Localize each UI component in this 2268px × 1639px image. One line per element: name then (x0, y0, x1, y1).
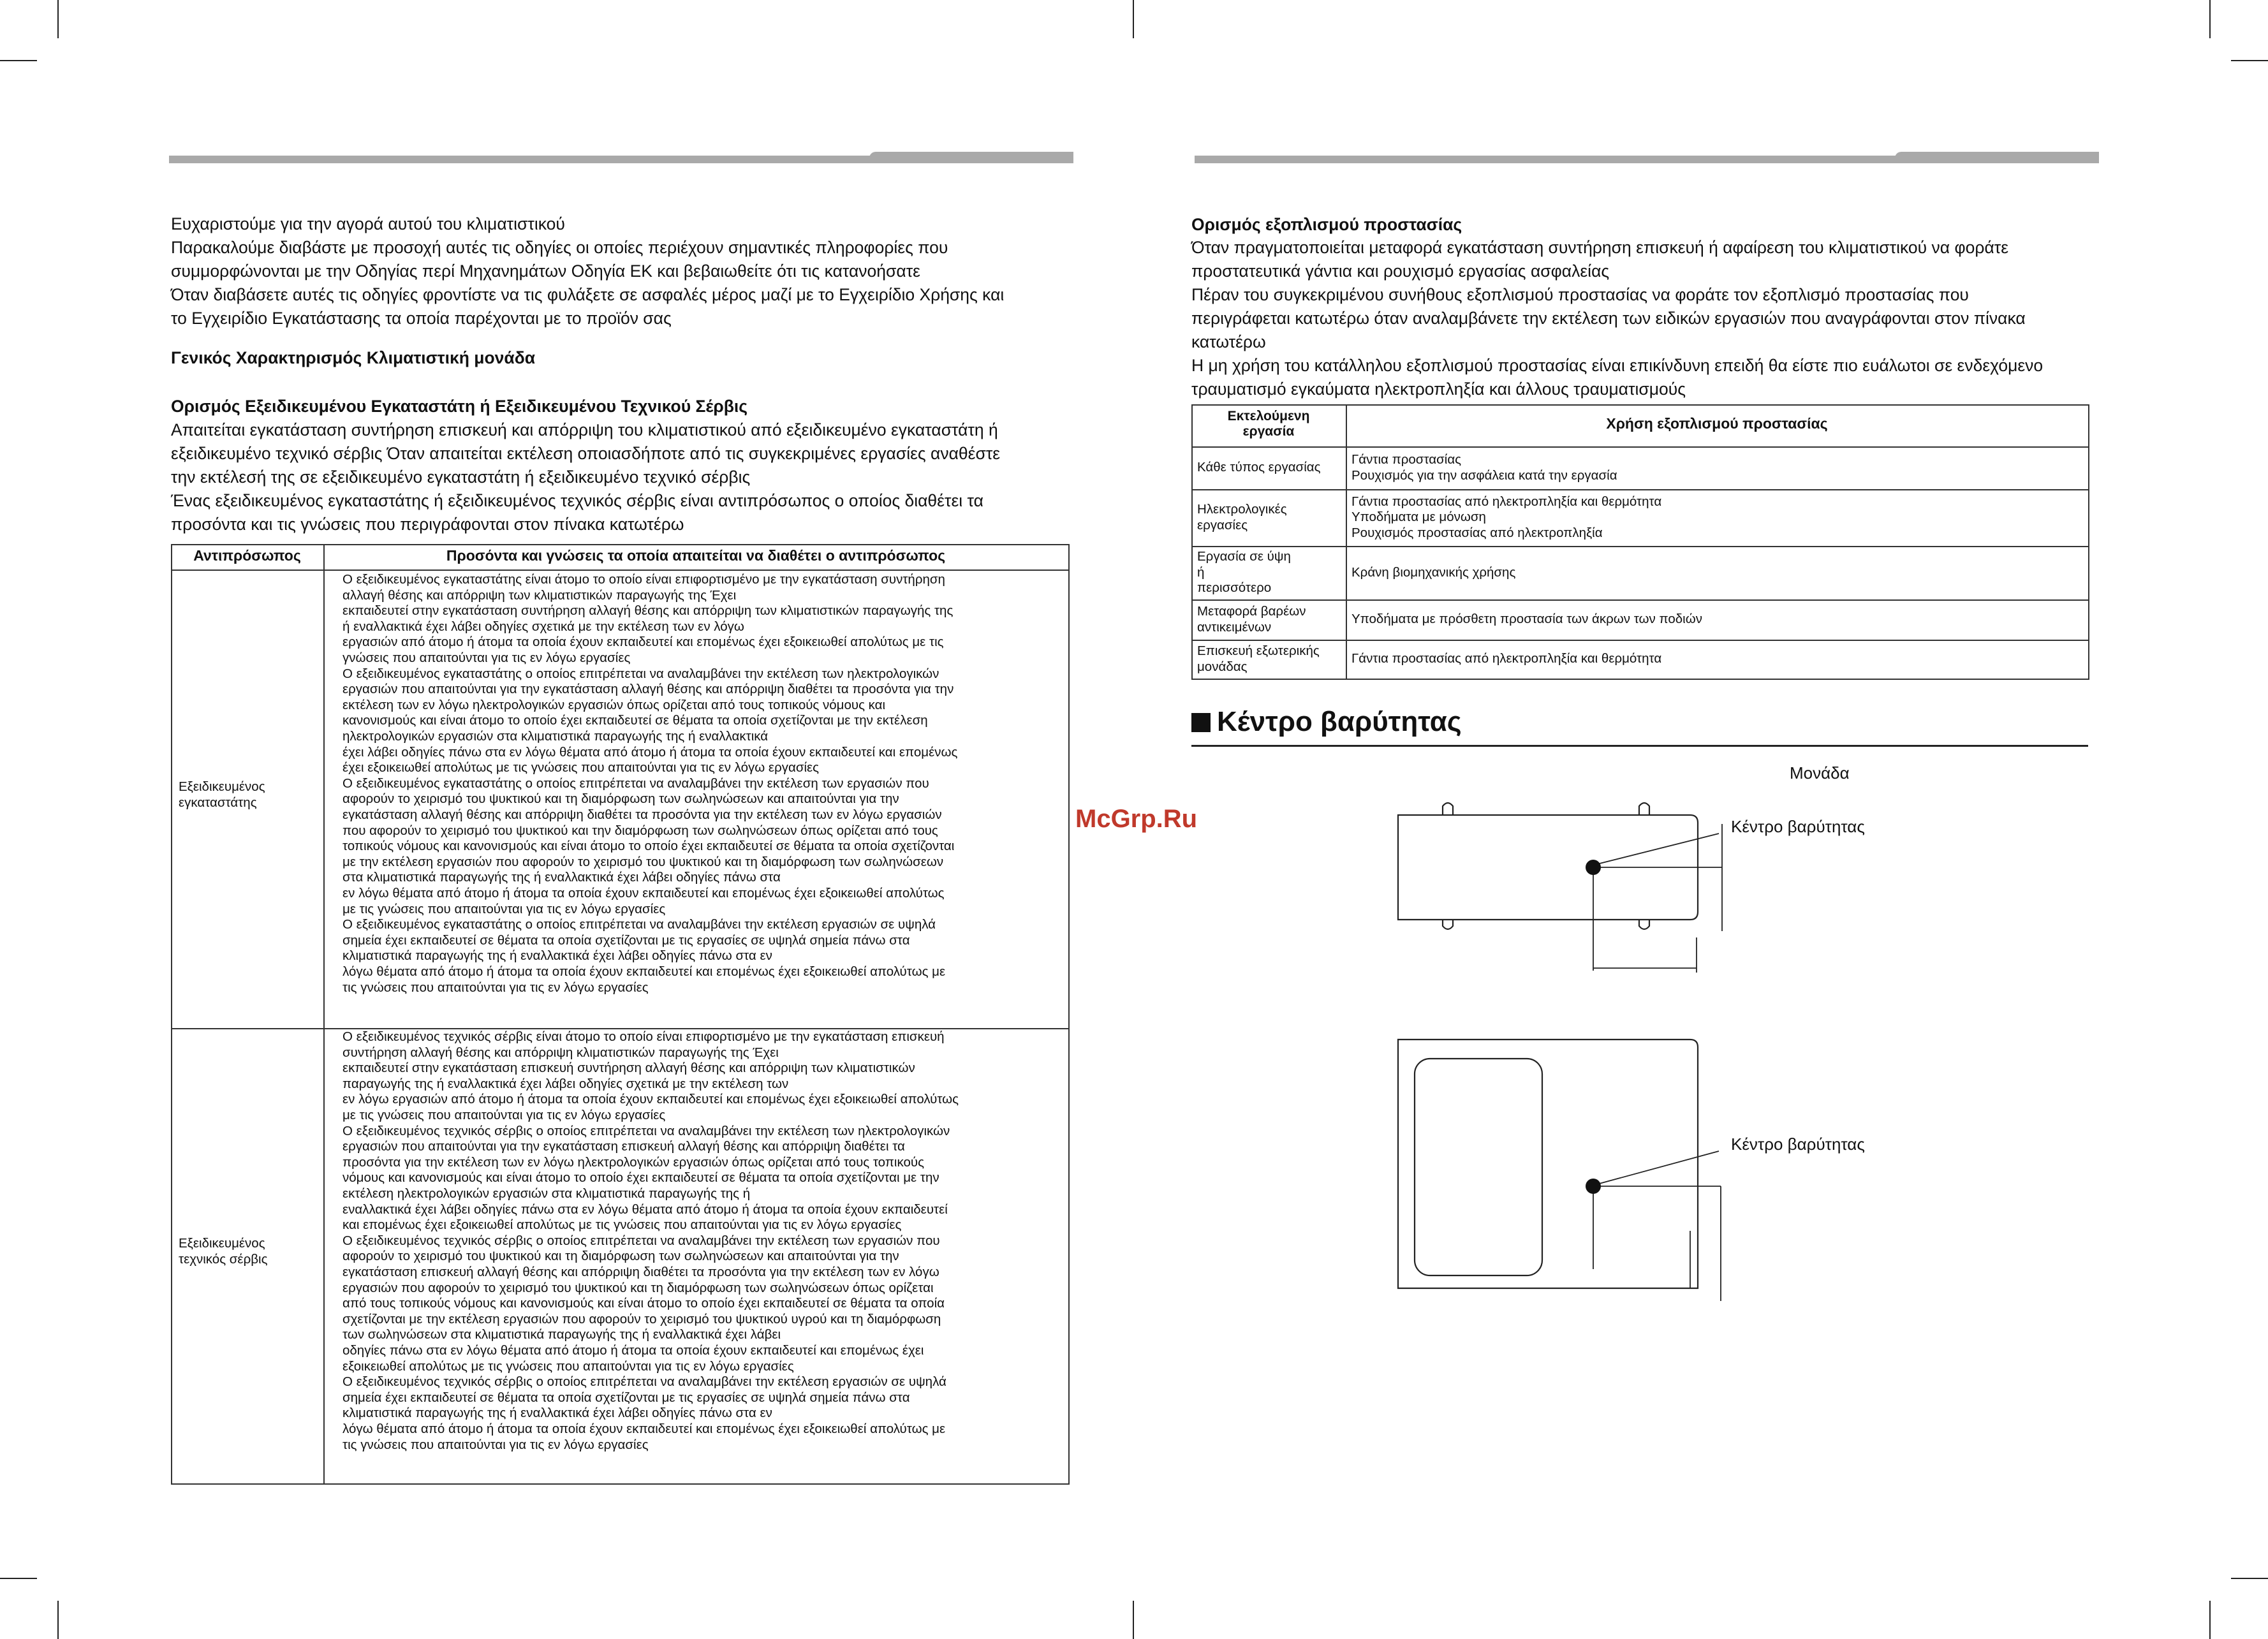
table-cell-line: εργασιών που αφορούν το χειρισμό του ψυκτικού και τη διαμόρφωση των σωληνώσεων όπως ορίζεται (342, 1280, 934, 1295)
table-cell-line: με τις γνώσεις που απαιτούνται για τις εν λόγω εργασίες (342, 1108, 666, 1122)
table-cell-line: κανονισμούς και είναι άτομο το οποίο έχει εκπαιδευτεί σε θέματα τα οποία σχετίζονται με την εκτέλεση (342, 713, 928, 728)
table-cell-line: Κράνη βιομηχανικής χρήσης (1351, 564, 1516, 580)
intro-line: το Εγχειρίδιο Εγκατάστασης τα οποία παρέχονται με το προϊόν σας (171, 309, 672, 328)
table-border (171, 544, 172, 1485)
intro-line: συμμορφώνονται με την Οδηγίας περί Μηχανημάτων Οδηγία ΕΚ και βεβαιωθείτε ότι τις κατανοήσατε (171, 261, 920, 281)
unit-label: Μονάδα (1790, 763, 1850, 783)
intro-line: Παρακαλούμε διαβάστε με προσοχή αυτές τις οδηγίες οι οποίες περιέχουν σημαντικές πληροφορίες που (171, 238, 948, 257)
leader-line (1594, 1151, 1719, 1185)
table-cell-line: σχετίζονται με την εκτέλεση εργασιών που αφορούν το χειρισμό του ψυκτικού υγρού και τη διαμόρφωση (342, 1311, 941, 1327)
crop-mark (2209, 0, 2211, 38)
crop-mark (0, 60, 37, 61)
table-cell-line: Ο εξειδικευμένος εγκαταστάτης είναι άτομο το οποίο είναι επιφορτισμένο με την εγκατάσταση συντήρηση (342, 572, 945, 587)
protection-heading: Ορισμός εξοπλισμού προστασίας (1191, 215, 1462, 234)
gravity-heading: Κέντρο βαρύτητας (1217, 706, 1462, 737)
table-cell-line: εγκατάσταση επισκευή αλλαγή θέσης και απόρριψη διαθέτει τα προσόντα για την εκτέλεση των εν λόγω (342, 1265, 939, 1279)
table-cell-line: έχει εξοικειωθεί απολύτως με τις γνώσεις που απαιτούνται για τις εν λόγω εργασίες (342, 760, 820, 775)
table-cell-line: εργασιών που απαιτούνται για την εγκατάσταση επισκευή αλλαγή θέσης και απόρριψη διαθέτει τα (342, 1139, 905, 1154)
table-cell-line: με τις γνώσεις που απαιτούνται για τις εν λόγω εργασίες (342, 901, 666, 916)
table-border (1191, 640, 2088, 641)
gravity-diagram (1371, 784, 1754, 1327)
table-border (1191, 546, 2088, 547)
table-cell-line: αφορούν το χειρισμό του ψυκτικού και τη διαμόρφωση των σωληνώσεων και απαιτούνται για την (342, 1249, 899, 1264)
table-cell-line: οδηγίες πάνω στα εν λόγω θέματα από άτομο ή άτομα τα οποία έχουν εκπαιδευτεί και επομένως έχει (342, 1343, 924, 1358)
crop-mark (2209, 1601, 2211, 1639)
unit-front-grille (1415, 1059, 1542, 1275)
table-header: Χρήση εξοπλισμού προστασίας (1606, 415, 1828, 432)
table-cell-line: έχει λάβει οδηγίες πάνω στα εν λόγω θέματα από άτομο ή άτομα τα οποία έχουν εκπαιδευτεί και επομένως (342, 744, 958, 760)
table-cell-line: εκτέλεση ηλεκτρολογικών εργασιών στα κλιματιστικά παραγωγής της ή (342, 1186, 751, 1201)
protection-line: Η μη χρήση του κατάλληλου εξοπλισμού προστασίας είναι επικίνδυνη επειδή θα είστε πιο ευάλωτοι σε ενδεχόμενο (1191, 356, 2043, 375)
table-cell-line: εκτέλεση των εν λόγω ηλεκτρολογικών εργασιών όπως ορίζεται από τους τοπικούς νόμους και (342, 697, 886, 712)
table-cell-line: αλλαγή θέσης και απόρριψη των κλιματιστικών παραγωγής της Έχει (342, 587, 737, 603)
table-border (2088, 404, 2089, 680)
unit-front-outline (1398, 1040, 1698, 1288)
unit-top-tab (1639, 920, 1649, 929)
table-border (1191, 679, 2088, 680)
crop-mark (1133, 0, 1134, 38)
table-cell-line: γνώσεις που απαιτούνται για τις εν λόγω εργασίες (342, 650, 631, 665)
table-border (1068, 544, 1070, 1485)
table-cell-line: εκπαιδευτεί στην εγκατάσταση επισκευή συντήρηση αλλαγή θέσης και απόρριψη των κλιματιστικών (342, 1061, 915, 1076)
table-cell-line: Ρουχισμός για την ασφάλεια κατά την εργασία (1351, 467, 1617, 483)
table-cell-line: αφορούν το χειρισμό του ψυκτικού και τη διαμόρφωση των σωληνώσεων και απαιτούνται για την (342, 791, 899, 807)
crop-mark (2231, 1578, 2268, 1579)
table-cell-line: σημεία έχει εκπαιδευτεί σε θέματα τα οποία σχετίζονται με τις εργασίες σε υψηλά σημεία πάνω στα (342, 932, 910, 948)
definition-line: προσόντα και τις γνώσεις που περιγράφονται στον πίνακα κατωτέρω (171, 515, 684, 534)
cog-label-top: Κέντρο βαρύτητας (1731, 817, 1865, 836)
table-border (171, 570, 1068, 571)
table-cell-line: εργασιών που απαιτούνται για την εγκατάσταση αλλαγή θέσης και απόρριψη διαθέτει τα προσόντα για την (342, 682, 954, 697)
table-cell-line: νόμους και κανονισμούς και είναι άτομο το οποίο έχει εκπαιδευτεί σε θέματα τα οποία σχετίζονται με την (342, 1170, 939, 1186)
table-row-label: Μεταφορά βαρέων (1197, 603, 1306, 619)
table-row-label: ή (1197, 564, 1205, 580)
table-cell-line: εγκατάσταση αλλαγή θέσης και απόρριψη διαθέτει τα προσόντα για την εκτέλεση των εν λόγω εργασιών (342, 807, 942, 822)
table-cell-line: Ο εξειδικευμένος τεχνικός σέρβις είναι άτομο το οποίο είναι επιφορτισμένο με την εγκατάσταση επισκευή (342, 1029, 945, 1044)
protection-line: κατωτέρω (1191, 332, 1266, 351)
definition-line: εξειδικευμένο τεχνικό σέρβις Όταν απαιτείται εκτέλεση οποιασδήποτε από τις συγκεκριμένες εργασίες αναθέστε (171, 444, 1001, 463)
definition-line: Ένας εξειδικευμένος εγκαταστάτης ή εξειδικευμένος τεχνικός σέρβις είναι αντιπρόσωπος ο οποίος διαθέτει τα (171, 491, 983, 510)
table-border (1191, 404, 2088, 406)
header-bar-left (169, 156, 1073, 163)
unit-top-tab (1639, 803, 1649, 815)
definition-heading: Ορισμός Εξειδικευμένου Εγκαταστάτη ή Εξειδικευμένου Τεχνικού Σέρβις (171, 397, 748, 416)
table-row-label: Εξειδικευμένος (179, 779, 265, 794)
table-cell-line: Ο εξειδικευμένος εγκαταστάτης ο οποίος επιτρέπεται να αναλαμβάνει την εκτέλεση των ηλεκτρολογικών (342, 666, 939, 681)
protection-line: Πέραν του συγκεκριμένου συνήθους εξοπλισμού προστασίας να φοράτε τον εξοπλισμό προστασίας που (1191, 285, 1969, 304)
cog-dot-bottom (1586, 1179, 1601, 1194)
intro-line: Ευχαριστούμε για την αγορά αυτού του κλιματιστικού (171, 214, 565, 233)
table-border (1191, 599, 2088, 601)
table-row-label: τεχνικός σέρβις (179, 1251, 268, 1267)
table-cell-line: που αφορούν το χειρισμό του ψυκτικού και την διαμόρφωση των σωληνώσεων όπως ορίζεται από τους (342, 823, 938, 838)
unit-top-tab (1443, 920, 1453, 929)
table-border (1346, 404, 1347, 680)
table-cell-line: Γάντια προστασίας (1351, 452, 1462, 467)
table-row-label: εγκαταστάτης (179, 795, 257, 810)
table-row-label: εργασίες (1197, 517, 1248, 533)
table-cell-line: των σωληνώσεων στα κλιματιστικά παραγωγής της ή εναλλακτικά έχει λάβει (342, 1327, 781, 1342)
table-row-label: Ηλεκτρολογικές (1197, 501, 1287, 517)
table-cell-line: εν λόγω θέματα από άτομο ή άτομα τα οποία έχουν εκπαιδευτεί και επομένως έχει εξοικειωθεί απολύτως (342, 886, 945, 900)
table-cell-line: συντήρηση αλλαγή θέσης και απόρριψη κλιματιστικών παραγωγής της Έχει (342, 1045, 779, 1060)
table-border (171, 1483, 1068, 1485)
protection-line: προστατευτικά γάντια και ρουχισμό εργασίας ασφαλείας (1191, 261, 1610, 281)
table-border (1191, 489, 2088, 490)
leader-line (1594, 834, 1719, 865)
table-cell-line: στα κλιματιστικά παραγωγής της ή εναλλακτικά έχει λάβει οδηγίες πάνω στα (342, 870, 781, 885)
crop-mark (1133, 1601, 1134, 1639)
table-cell-line: εν λόγω εργασιών από άτομο ή άτομα τα οποία έχουν εκπαιδευτεί και επομένως έχει εξοικειωθεί απολύτως (342, 1092, 959, 1107)
table-cell-line: τις γνώσεις που απαιτούνται για τις εν λόγω εργασίες (342, 1437, 649, 1452)
table-row-label: μονάδας (1197, 659, 1248, 674)
table-cell-line: παραγωγής της ή εναλλακτικά έχει λάβει οδηγίες σχετικά με την εκτέλεση των (342, 1076, 789, 1091)
table-header: Αντιπρόσωπος (193, 547, 301, 564)
table-cell-line: Ο εξειδικευμένος εγκαταστάτης ο οποίος επιτρέπεται να αναλαμβάνει την εκτέλεση εργασιών σε υψηλά (342, 917, 936, 932)
unit-top-tab (1443, 803, 1453, 815)
table-cell-line: Υποδήματα με πρόσθετη προστασία των άκρων των ποδιών (1351, 612, 1702, 627)
table-border (171, 544, 1068, 545)
crop-mark (57, 0, 59, 38)
section-divider (1191, 745, 2088, 747)
table-cell-line: ηλεκτρολογικών εργασιών στα κλιματιστικά παραγωγής της ή εναλλακτικά (342, 729, 769, 744)
table-cell-line: Ο εξειδικευμένος εγκαταστάτης ο οποίος επιτρέπεται να αναλαμβάνει την εκτέλεση των εργασιών που (342, 775, 929, 791)
table-cell-line: εκπαιδευτεί στην εγκατάσταση συντήρηση αλλαγή θέσης και απόρριψη των κλιματιστικών παραγωγής της (342, 603, 954, 619)
table-row-label: Επισκευή εξωτερικής (1197, 643, 1320, 658)
table-cell-line: Ο εξειδικευμένος τεχνικός σέρβις ο οποίος επιτρέπεται να αναλαμβάνει την εκτέλεση εργασιών σε υψηλά (342, 1374, 946, 1390)
crop-mark (0, 1578, 37, 1579)
crop-mark (57, 1601, 59, 1639)
protection-line: Όταν πραγματοποιείται μεταφορά εγκατάσταση συντήρηση επισκευή ή αφαίρεση του κλιματιστικού να φοράτε (1191, 238, 2009, 257)
intro-line: Όταν διαβάσετε αυτές τις οδηγίες φροντίστε να τις φυλάξετε σε ασφαλές μέρος μαζί με το Εγχειρίδιο Χρήσης και (171, 285, 1005, 304)
table-cell-line: εργασιών από άτομο ή άτομα τα οποία έχουν εκπαιδευτεί και επομένως έχει εξοικειωθεί απολύτως με τις (342, 635, 944, 650)
definition-line: Απαιτείται εγκατάσταση συντήρηση επισκευή και απόρριψη του κλιματιστικού από εξειδικευμένο εγκαταστάτη ή (171, 420, 998, 439)
table-row-label: Εξειδικευμένος (179, 1236, 265, 1251)
table-cell-line: τοπικούς νόμους και κανονισμούς και είναι άτομο το οποίο έχει εκπαιδευτεί σε θέματα τα οποία σχετίζονται (342, 839, 955, 854)
table-row-label: Εργασία σε ύψη (1197, 549, 1291, 564)
table-cell-line: Ο εξειδικευμένος τεχνικός σέρβις ο οποίος επιτρέπεται να αναλαμβάνει την εκτέλεση των ηλεκτρολογικών (342, 1123, 950, 1138)
section-square-icon (1191, 713, 1211, 732)
table-cell-line: προσόντα για την εκτέλεση των εν λόγω ηλεκτρολογικών εργασιών όπως ορίζεται από τους τοπικούς (342, 1154, 924, 1170)
table-cell-line: και επομένως έχει εξοικειωθεί απολύτως με τις γνώσεις που απαιτούνται για τις εν λόγω εργασίες (342, 1217, 902, 1233)
cog-dot-top (1586, 860, 1601, 875)
table-border (1191, 404, 1193, 680)
header-bar-right (1195, 156, 2099, 163)
table-border (323, 544, 325, 1485)
table-cell-line: με την εκτέλεση εργασιών που αφορούν το χειρισμό του ψυκτικού και τη διαμόρφωση των σωληνώσεων (342, 854, 944, 869)
table-cell-line: Γάντια προστασίας από ηλεκτροπληξία και θερμότητα (1351, 651, 1662, 666)
table-cell-line: από τους τοπικούς νόμους και κανονισμούς και είναι άτομο το οποίο έχει εκπαιδευτεί σε θέματα τα οποία (342, 1296, 945, 1311)
table-row-label: αντικειμένων (1197, 619, 1272, 635)
table-cell-line: Ο εξειδικευμένος τεχνικός σέρβις ο οποίος επιτρέπεται να αναλαμβάνει την εκτέλεση των εργασιών που (342, 1233, 940, 1248)
protection-line: τραυματισμό εγκαύματα ηλεκτροπληξία και άλλους τραυματισμούς (1191, 379, 1686, 399)
table-cell-line: λόγω θέματα από άτομο ή άτομα τα οποία έχουν εκπαιδευτεί και επομένως έχει εξοικειωθεί απολύτως με (342, 964, 946, 979)
table-cell-line: Γάντια προστασίας από ηλεκτροπληξία και θερμότητα (1351, 494, 1662, 509)
table-header: Εκτελούμενη εργασία (1227, 409, 1310, 439)
table-cell-line: Ρουχισμός προστασίας από ηλεκτροπληξία (1351, 525, 1603, 540)
table-cell-line: ή εναλλακτικά έχει λάβει οδηγίες σχετικά με την εκτέλεση των εν λόγω (342, 619, 744, 634)
table-border (1191, 446, 2088, 448)
table-row-label: περισσότερο (1197, 580, 1272, 596)
table-cell-line: εναλλακτικά έχει λάβει οδηγίες πάνω στα εν λόγω θέματα από άτομο ή άτομα τα οποία έχουν εκπαιδευτεί (342, 1202, 948, 1217)
protection-line: περιγράφεται κατωτέρω όταν αναλαμβάνετε την εκτέλεση των ειδικών εργασιών που αναγράφονται στον πίνακα (1191, 309, 2026, 328)
crop-mark (2231, 60, 2268, 61)
definition-line: την εκτέλεσή της σε εξειδικευμένο εγκαταστάτη ή εξειδικευμένο τεχνικό σέρβις (171, 467, 751, 487)
table-cell-line: κλιματιστικά παραγωγής της ή εναλλακτικά έχει λάβει οδηγίες πάνω στα εν (342, 1406, 772, 1421)
table-cell-line: σημεία έχει εκπαιδευτεί σε θέματα τα οποία σχετίζονται με τις εργασίες σε υψηλά σημεία πάνω στα (342, 1390, 910, 1405)
watermark: McGrp.Ru (1075, 805, 1198, 833)
table-row-label: Κάθε τύπος εργασίας (1197, 460, 1321, 475)
table-cell-line: λόγω θέματα από άτομο ή άτομα τα οποία έχουν εκπαιδευτεί και επομένως έχει εξοικειωθεί απολύτως με (342, 1422, 946, 1436)
table-cell-line: Υποδήματα με μόνωση (1351, 510, 1486, 525)
table-cell-line: τις γνώσεις που απαιτούνται για τις εν λόγω εργασίες (342, 980, 649, 995)
table-cell-line: κλιματιστικά παραγωγής της ή εναλλακτικά έχει λάβει οδηγίες πάνω στα εν (342, 948, 772, 964)
table-cell-line: εξοικειωθεί απολύτως με τις γνώσεις που απαιτούνται για τις εν λόγω εργασίες (342, 1358, 794, 1374)
cog-label-bottom: Κέντρο βαρύτητας (1731, 1135, 1865, 1154)
general-heading: Γενικός Χαρακτηρισμός Κλιματιστική μονάδα (171, 348, 536, 367)
table-header: Προσόντα και γνώσεις τα οποία απαιτείται να διαθέτει ο αντιπρόσωπος (446, 547, 946, 564)
